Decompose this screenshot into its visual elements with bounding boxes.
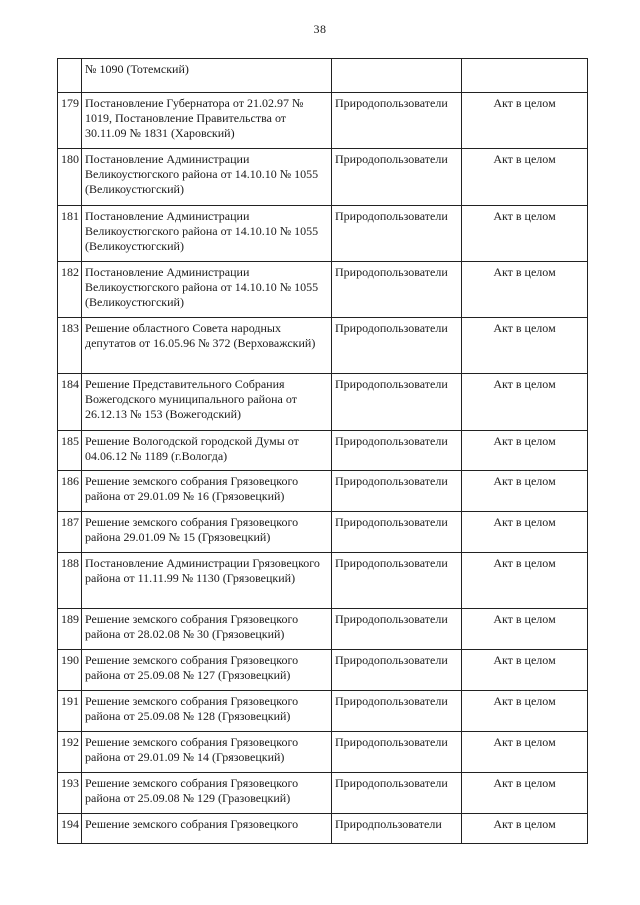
row-number: 190 — [58, 650, 82, 691]
document-cell: Решение земского собрания Грязовецкого района от 25.09.08 № 128 (Грязовецкий) — [82, 691, 332, 732]
scope-cell: Акт в целом — [462, 93, 588, 149]
table-row — [58, 431, 588, 471]
document-cell: Решение земского собрания Грязовецкого района от 28.02.08 № 30 (Грязовецкий) — [82, 609, 332, 650]
scope-cell: Акт в целом — [462, 262, 588, 318]
scope-cell: Акт в целом — [462, 318, 588, 374]
table-row — [58, 374, 588, 431]
subject-cell: Природопользователи — [332, 732, 462, 773]
document-cell: Решение областного Совета народных депутатов от 16.05.96 № 372 (Верховажский) — [82, 318, 332, 374]
row-number: 186 — [58, 471, 82, 512]
document-cell: Постановление Администрации Великоустюгского района от 14.10.10 № 1055 (Великоустюгский) — [82, 206, 332, 262]
row-number: 182 — [58, 262, 82, 318]
legal-acts-table — [57, 58, 588, 844]
scope-cell: Акт в целом — [462, 732, 588, 773]
scope-cell — [462, 59, 588, 93]
document-cell: Решение Вологодской городской Думы от 04.06.12 № 1189 (г.Вологда) — [82, 431, 332, 471]
row-number: 192 — [58, 732, 82, 773]
scope-cell: Акт в целом — [462, 149, 588, 206]
document-cell: Решение земского собрания Грязовецкого района от 29.01.09 № 16 (Грязовецкий) — [82, 471, 332, 512]
scope-cell: Акт в целом — [462, 471, 588, 512]
scope-cell: Акт в целом — [462, 650, 588, 691]
table-row — [58, 149, 588, 206]
scope-cell: Акт в целом — [462, 691, 588, 732]
table-row — [58, 206, 588, 262]
document-cell: Постановление Губернатора от 21.02.97 № 1019, Постановление Правительства от 30.11.09 № 1831 (Харовский) — [82, 93, 332, 149]
document-cell: Постановление Администрации Великоустюгского района от 14.10.10 № 1055 (Великоустюгский) — [82, 149, 332, 206]
subject-cell: Природопользователи — [332, 206, 462, 262]
row-number: 180 — [58, 149, 82, 206]
subject-cell: Природопользователи — [332, 553, 462, 609]
subject-cell: Природопользователи — [332, 691, 462, 732]
row-number: 189 — [58, 609, 82, 650]
row-number: 179 — [58, 93, 82, 149]
page-number: 38 — [313, 22, 327, 36]
scope-cell: Акт в целом — [462, 431, 588, 471]
document-cell: Решение земского собрания Грязовецкого — [82, 814, 332, 844]
row-number: 185 — [58, 431, 82, 471]
row-number — [58, 59, 82, 93]
subject-cell: Природопользователи — [332, 471, 462, 512]
subject-cell: Природопользователи — [332, 318, 462, 374]
subject-cell: Природопользователи — [332, 650, 462, 691]
table-row — [58, 318, 588, 374]
subject-cell — [332, 59, 462, 93]
row-number: 181 — [58, 206, 82, 262]
document-cell: № 1090 (Тотемский) — [82, 59, 332, 93]
document-cell: Постановление Администрации Грязовецкого района от 11.11.99 № 1130 (Грязовецкий) — [82, 553, 332, 609]
subject-cell: Природопользователи — [332, 262, 462, 318]
row-number: 193 — [58, 773, 82, 814]
table-row — [58, 553, 588, 609]
subject-cell: Природопользователи — [332, 149, 462, 206]
row-number: 194 — [58, 814, 82, 844]
document-cell: Решение земского собрания Грязовецкого района от 25.09.08 № 127 (Грязовецкий) — [82, 650, 332, 691]
document-cell: Решение земского собрания Грязовецкого района от 29.01.09 № 14 (Грязовецкий) — [82, 732, 332, 773]
subject-cell: Природопользователи — [332, 773, 462, 814]
subject-cell: Природопользователи — [332, 374, 462, 431]
table-row — [58, 59, 588, 93]
subject-cell: Природопользователи — [332, 609, 462, 650]
document-cell: Постановление Администрации Великоустюгского района от 14.10.10 № 1055 (Великоустюгский) — [82, 262, 332, 318]
scope-cell: Акт в целом — [462, 374, 588, 431]
table-row — [58, 609, 588, 650]
scope-cell: Акт в целом — [462, 609, 588, 650]
row-number: 191 — [58, 691, 82, 732]
row-number: 183 — [58, 318, 82, 374]
subject-cell: Природопользователи — [332, 93, 462, 149]
scope-cell: Акт в целом — [462, 814, 588, 844]
row-number: 188 — [58, 553, 82, 609]
document-cell: Решение земского собрания Грязовецкого района от 25.09.08 № 129 (Гразовецкий) — [82, 773, 332, 814]
subject-cell: Природопользователи — [332, 431, 462, 471]
table-row — [58, 773, 588, 814]
table-row — [58, 691, 588, 732]
table-row — [58, 471, 588, 512]
scope-cell: Акт в целом — [462, 773, 588, 814]
subject-cell: Природпользователи — [332, 814, 462, 844]
table-row — [58, 262, 588, 318]
table-row — [58, 814, 588, 844]
document-cell: Решение земского собрания Грязовецкого района 29.01.09 № 15 (Грязовецкий) — [82, 512, 332, 553]
table-row — [58, 512, 588, 553]
scope-cell: Акт в целом — [462, 206, 588, 262]
table-row — [58, 650, 588, 691]
table-row — [58, 93, 588, 149]
row-number: 184 — [58, 374, 82, 431]
scope-cell: Акт в целом — [462, 553, 588, 609]
table-row — [58, 732, 588, 773]
subject-cell: Природопользователи — [332, 512, 462, 553]
row-number: 187 — [58, 512, 82, 553]
scope-cell: Акт в целом — [462, 512, 588, 553]
document-cell: Решение Представительного Собрания Вожегодского муниципального района от 26.12.13 № 153 (Вожегодский) — [82, 374, 332, 431]
